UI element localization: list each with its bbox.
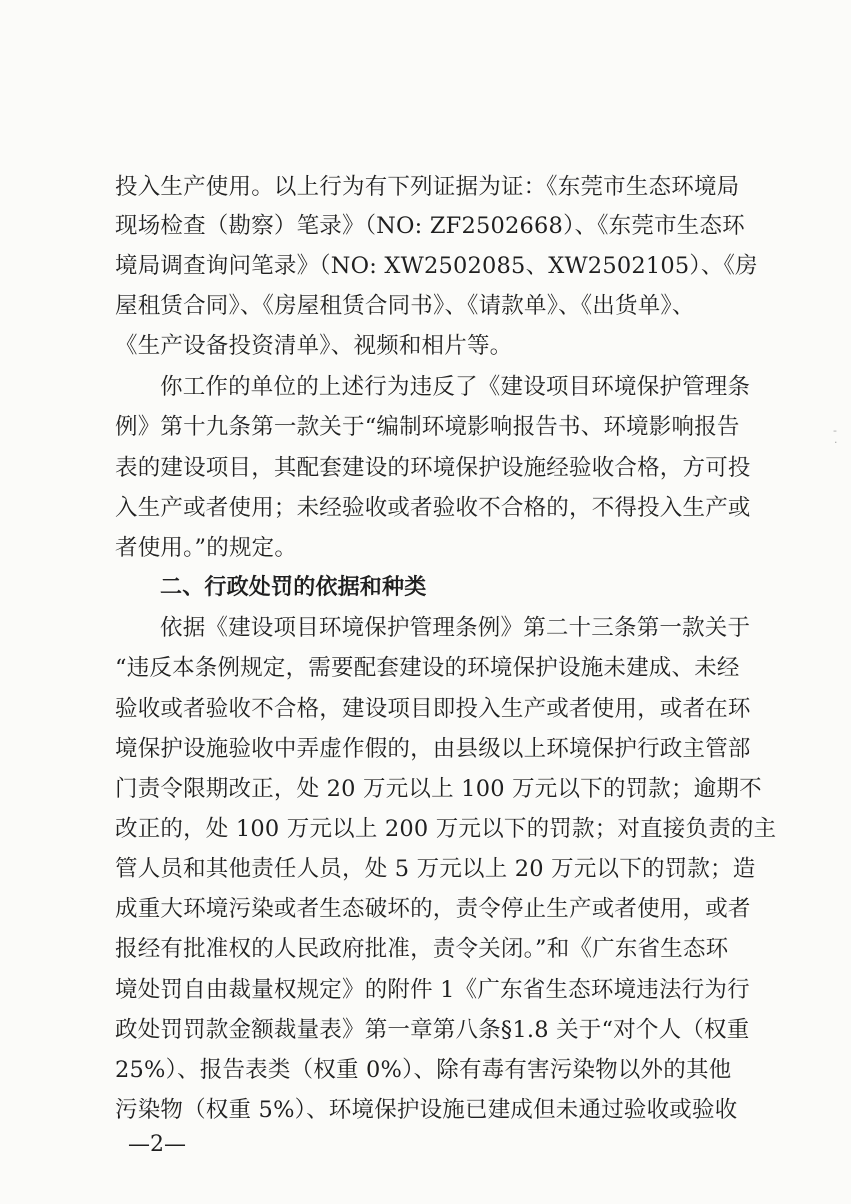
text-line: 政处罚罚款金额裁量表》第一章第八条§1.8 关于“对个人（权重 — [115, 1017, 750, 1043]
text-line: 成重大环境污染或者生态破坏的，责令停止生产或者使用，或者 — [115, 896, 751, 922]
text-line: 现场检查（勘察）笔录》（NO: ZF2502668）、《东莞市生态环 — [115, 213, 745, 239]
paragraph-first-line: 你工作的单位的上述行为违反了《建设项目环境保护管理条 — [160, 374, 751, 400]
text-line: “违反本条例规定，需要配套建设的环境保护设施未建成、未经 — [115, 655, 740, 681]
text-line: 报经有批准权的人民政府批准，责令关闭。”和《广东省生态环 — [115, 936, 729, 962]
text-line: 门责令限期改正，处 20 万元以上 100 万元以下的罚款；逾期不 — [115, 776, 762, 802]
text-line: 境处罚自由裁量权规定》的附件 1《广东省生态环境违法行为行 — [115, 977, 750, 1003]
text-line: 污染物（权重 5%）、环境保护设施已建成但未通过验收或验收 — [115, 1097, 738, 1123]
text-line: 者使用。”的规定。 — [115, 535, 298, 561]
text-line: 境局调查询问笔录》（NO: XW2502085、XW2502105）、《房 — [115, 253, 758, 279]
text-line: 投入生产使用。以上行为有下列证据为证：《东莞市生态环境局 — [115, 174, 740, 200]
text-line: 表的建设项目，其配套建设的环境保护设施经验收合格，方可投 — [115, 455, 751, 481]
text-line: 境保护设施验收中弄虚作假的，由县级以上环境保护行政主管部 — [115, 736, 751, 762]
page-number: —2— — [128, 1132, 186, 1157]
text-line: 例》第十九条第一款关于“编制环境影响报告书、环境影响报告 — [115, 414, 740, 440]
scan-mark: · — [834, 436, 838, 449]
text-line: 屋租赁合同》、《房屋租赁合同书》、《请款单》、《出货单》、 — [115, 293, 695, 319]
text-line: 《生产设备投资清单》、视频和相片等。 — [115, 333, 513, 359]
text-line: 验收或者验收不合格，建设项目即投入生产或者使用，或者在环 — [115, 696, 751, 722]
text-line: 管人员和其他责任人员，处 5 万元以上 20 万元以下的罚款；造 — [115, 856, 756, 882]
text-line: 改正的，处 100 万元以上 200 万元以下的罚款；对直接负责的主 — [115, 816, 777, 842]
paragraph-first-line: 依据《建设项目环境保护管理条例》第二十三条第一款关于 — [160, 615, 751, 641]
section-heading: 二、行政处罚的依据和种类 — [160, 575, 427, 600]
text-line: 25%）、报告表类（权重 0%）、除有毒有害污染物以外的其他 — [115, 1057, 732, 1083]
text-line: 入生产或者使用；未经验收或者验收不合格的，不得投入生产或 — [115, 495, 751, 521]
scan-mark: - — [833, 424, 837, 437]
